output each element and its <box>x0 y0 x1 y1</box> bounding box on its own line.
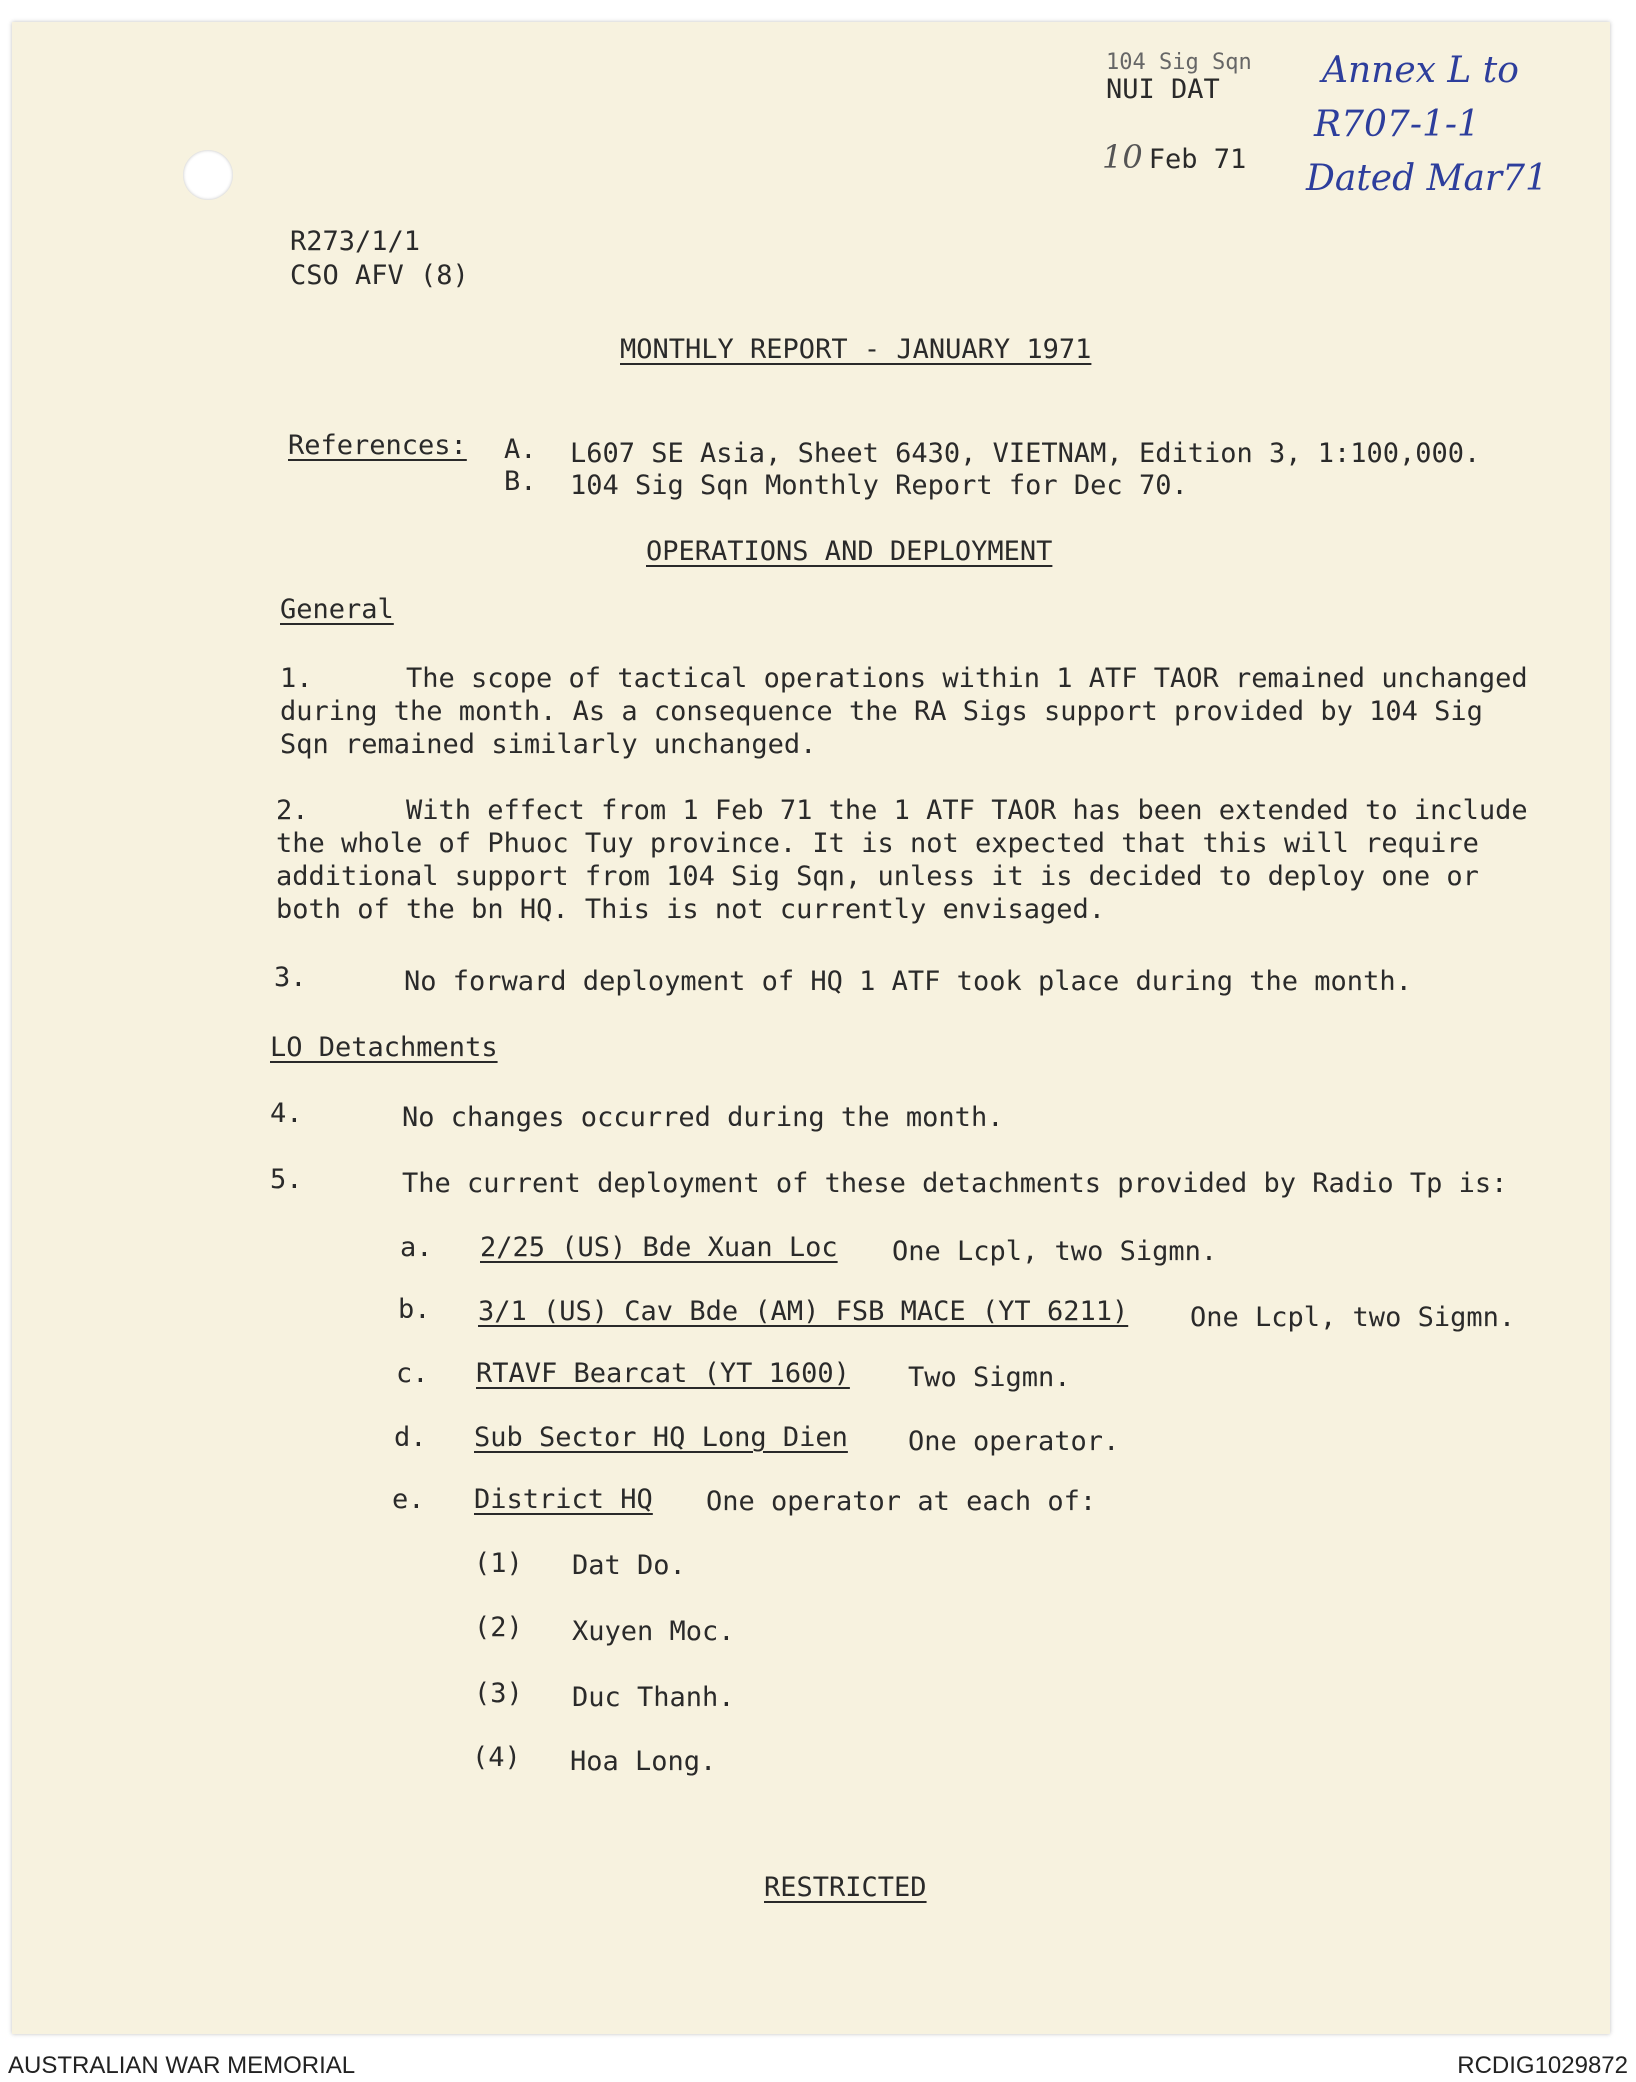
paragraph-number: 2. <box>276 795 309 826</box>
document-page <box>12 22 1610 2034</box>
footer-institution: AUSTRALIAN WAR MEMORIAL <box>8 2052 356 2079</box>
item-c-staff: Two Sigmn. <box>908 1362 1071 1393</box>
item-a-location: 2/25 (US) Bde Xuan Loc <box>480 1232 838 1263</box>
date-month-year: Feb 71 <box>1148 144 1247 175</box>
item-e-location: District HQ <box>474 1484 653 1515</box>
reference-b-letter: B. <box>504 466 537 497</box>
item-c-location: RTAVF Bearcat (YT 1600) <box>476 1358 850 1389</box>
district-1-name: Dat Do. <box>572 1550 686 1581</box>
item-c-letter: c. <box>396 1358 429 1389</box>
section-heading: OPERATIONS AND DEPLOYMENT <box>646 536 1053 567</box>
report-title: MONTHLY REPORT - JANUARY 1971 <box>620 334 1092 365</box>
addressee: CSO AFV (8) <box>290 260 469 291</box>
punch-hole <box>183 150 233 200</box>
header-location: NUI DAT <box>1106 74 1220 105</box>
handwritten-ref: R707-1-1 <box>1314 104 1480 145</box>
paragraph-number: 1. <box>280 663 313 694</box>
reference-a-letter: A. <box>504 434 537 465</box>
header-date <box>1102 138 1246 176</box>
item-d-letter: d. <box>394 1422 427 1453</box>
item-a-staff: One Lcpl, two Sigmn. <box>892 1236 1218 1267</box>
item-b-location: 3/1 (US) Cav Bde (AM) FSB MACE (YT 6211) <box>478 1296 1129 1327</box>
references-label: References: <box>288 430 467 461</box>
item-d-location: Sub Sector HQ Long Dien <box>474 1422 848 1453</box>
header-unit: 104 Sig Sqn <box>1106 50 1252 75</box>
district-2-name: Xuyen Moc. <box>572 1616 735 1647</box>
paragraph-3-number: 3. <box>274 962 307 993</box>
item-e-letter: e. <box>392 1484 425 1515</box>
paragraph-2: 2. With effect from 1 Feb 71 the 1 ATF TAOR has been extended to include the whole of Phuoc Tuy province. It is not expected that this will require additional support from 104 Sig Sqn, unless it is decided to deploy one or both of the bn HQ. This is not currently envisaged. <box>276 795 1528 925</box>
district-3-name: Duc Thanh. <box>572 1682 735 1713</box>
item-a-letter: a. <box>400 1232 433 1263</box>
classification-marking: RESTRICTED <box>764 1872 927 1903</box>
item-b-staff: One Lcpl, two Sigmn. <box>1190 1302 1516 1333</box>
handwritten-annex: Annex L to <box>1322 50 1519 91</box>
paragraph-4-number: 4. <box>270 1098 303 1129</box>
item-e-staff: One operator at each of: <box>706 1486 1097 1517</box>
reference-b-text: 104 Sig Sqn Monthly Report for Dec 70. <box>570 470 1188 501</box>
item-b-letter: b. <box>398 1294 431 1325</box>
reference-a-text: L607 SE Asia, Sheet 6430, VIETNAM, Edition 3, 1:100,000. <box>570 438 1481 469</box>
district-4-number: (4) <box>472 1742 521 1773</box>
paragraph-5-text: The current deployment of these detachments provided by Radio Tp is: <box>402 1168 1508 1199</box>
footer-catalog-id: RCDIG1029872 <box>1457 2052 1628 2079</box>
handwritten-dated: Dated Mar71 <box>1306 158 1548 199</box>
date-day-handwritten: 10 <box>1102 138 1143 176</box>
lo-detachments-heading: LO Detachments <box>270 1032 498 1063</box>
district-4-name: Hoa Long. <box>570 1746 717 1777</box>
general-heading: General <box>280 594 394 625</box>
district-1-number: (1) <box>474 1548 523 1579</box>
paragraph-1: 1. The scope of tactical operations within 1 ATF TAOR remained unchanged during the month. As a consequence the RA Sigs support provided by 104 Sig Sqn remained similarly unchanged. <box>280 663 1528 760</box>
paragraph-4-text: No changes occurred during the month. <box>402 1102 1004 1133</box>
paragraph-3-text: No forward deployment of HQ 1 ATF took place during the month. <box>404 966 1412 997</box>
item-d-staff: One operator. <box>908 1426 1120 1457</box>
district-2-number: (2) <box>474 1612 523 1643</box>
file-reference: R273/1/1 <box>290 226 421 257</box>
district-3-number: (3) <box>474 1678 523 1709</box>
paragraph-5-number: 5. <box>270 1164 303 1195</box>
